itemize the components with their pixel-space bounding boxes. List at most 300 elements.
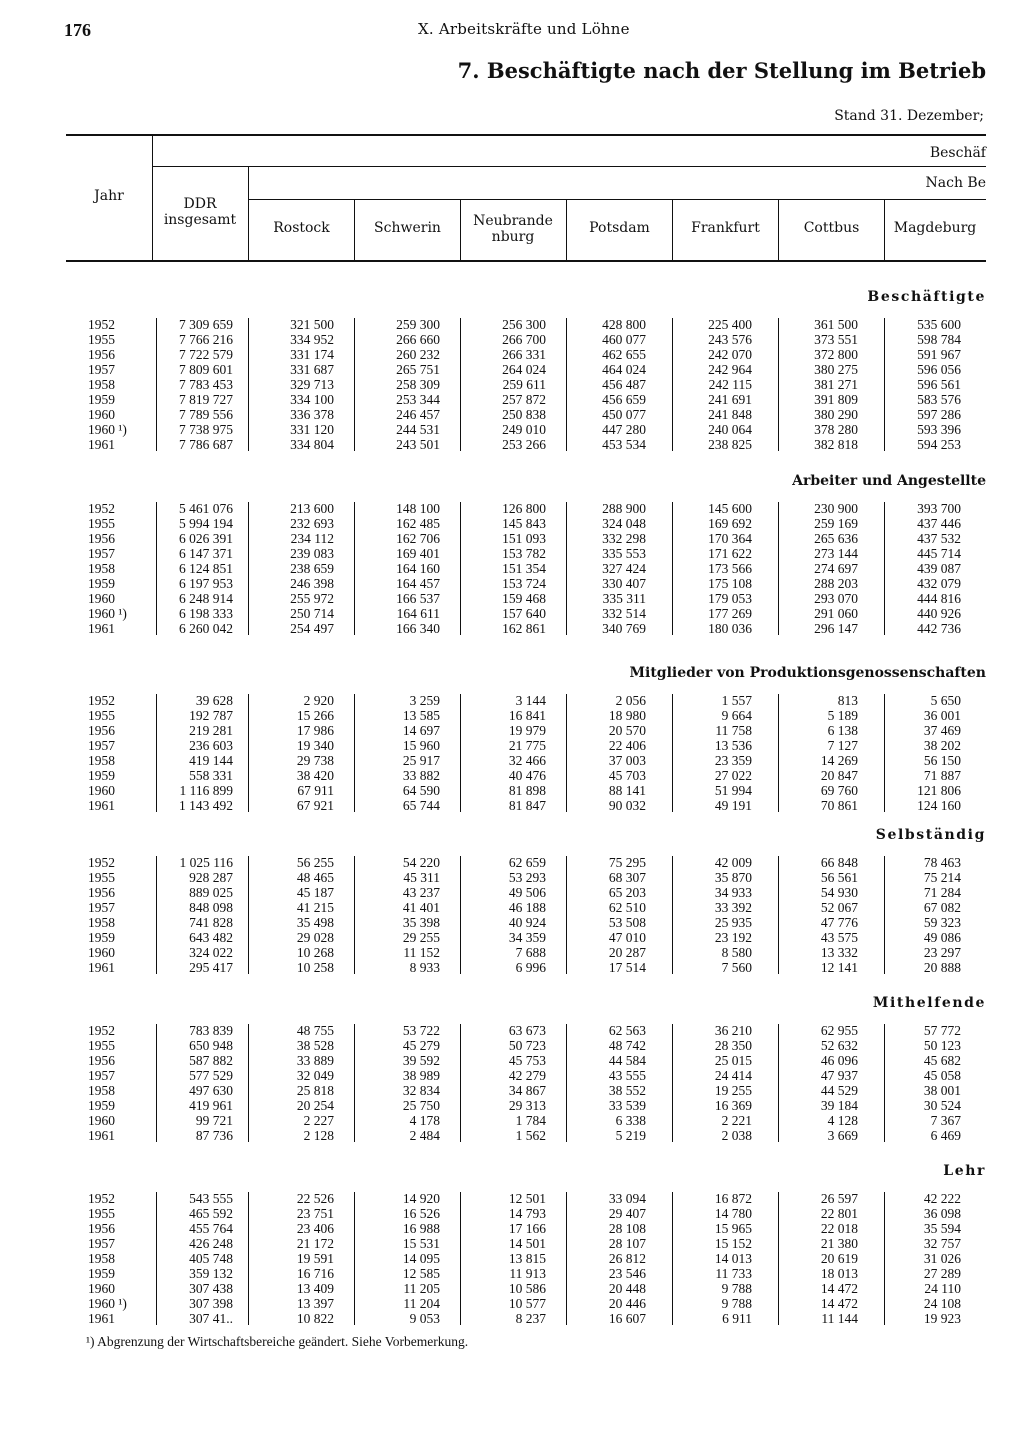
district-value-cell: 264 024: [502, 362, 546, 377]
district-value-cell: 18 013: [820, 1266, 858, 1281]
table-row: [0, 407, 1024, 422]
ddr-total-cell: 7 766 216: [179, 332, 233, 347]
ddr-total-cell: 7 309 659: [179, 317, 233, 332]
district-value-cell: 1 784: [515, 1113, 546, 1128]
district-value-cell: 8 237: [515, 1311, 546, 1326]
district-value-cell: 2 221: [721, 1113, 752, 1128]
district-value-cell: 153 782: [502, 546, 546, 561]
district-value-cell: 16 988: [402, 1221, 440, 1236]
table-row: [0, 1296, 1024, 1311]
ddr-total-cell: 295 417: [189, 960, 233, 975]
district-value-cell: 50 123: [923, 1038, 961, 1053]
district-value-cell: 56 561: [820, 870, 858, 885]
district-value-cell: 373 551: [814, 332, 858, 347]
district-value-cell: 591 967: [917, 347, 961, 362]
table-row: [0, 960, 1024, 975]
district-value-cell: 10 586: [508, 1281, 546, 1296]
district-value-cell: 296 147: [814, 621, 858, 636]
year-cell: 1961: [88, 437, 115, 452]
table-row: [0, 332, 1024, 347]
district-value-cell: 14 472: [820, 1296, 858, 1311]
ddr-total-cell: 7 786 687: [179, 437, 233, 452]
district-value-cell: 67 082: [923, 900, 961, 915]
district-value-cell: 33 882: [402, 768, 440, 783]
district-value-cell: 25 015: [714, 1053, 752, 1068]
ddr-total-cell: 889 025: [189, 885, 233, 900]
district-value-cell: 29 738: [296, 753, 334, 768]
district-value-cell: 23 546: [608, 1266, 646, 1281]
district-value-cell: 321 500: [290, 317, 334, 332]
district-value-cell: 159 468: [502, 591, 546, 606]
district-value-cell: 45 311: [403, 870, 440, 885]
district-value-cell: 334 100: [290, 392, 334, 407]
district-value-cell: 46 096: [820, 1053, 858, 1068]
district-value-cell: 66 848: [820, 855, 858, 870]
district-value-cell: 35 870: [714, 870, 752, 885]
table-row: [0, 621, 1024, 636]
column-header-district: Potsdam: [589, 220, 650, 236]
table-row: [0, 501, 1024, 516]
district-value-cell: 2 227: [303, 1113, 334, 1128]
district-value-cell: 151 093: [502, 531, 546, 546]
table-row: [0, 591, 1024, 606]
district-value-cell: 453 534: [602, 437, 646, 452]
district-value-cell: 598 784: [917, 332, 961, 347]
district-value-cell: 43 575: [820, 930, 858, 945]
district-value-cell: 460 077: [602, 332, 646, 347]
district-value-cell: 71 284: [923, 885, 961, 900]
district-value-cell: 121 806: [917, 783, 961, 798]
district-value-cell: 148 100: [396, 501, 440, 516]
district-value-cell: 225 400: [708, 317, 752, 332]
district-value-cell: 13 585: [402, 708, 440, 723]
district-value-cell: 361 500: [814, 317, 858, 332]
table-row: [0, 798, 1024, 813]
district-value-cell: 535 600: [917, 317, 961, 332]
ddr-total-cell: 6 198 333: [179, 606, 233, 621]
district-value-cell: 20 619: [820, 1251, 858, 1266]
ddr-total-cell: 419 961: [189, 1098, 233, 1113]
district-value-cell: 242 070: [708, 347, 752, 362]
district-value-cell: 27 289: [923, 1266, 961, 1281]
year-cell: 1956: [88, 347, 115, 362]
district-value-cell: 48 755: [296, 1023, 334, 1038]
table-row: [0, 1221, 1024, 1236]
header-divider: [248, 166, 249, 261]
table-row: [0, 855, 1024, 870]
ddr-total-cell: 1 025 116: [179, 855, 233, 870]
district-value-cell: 52 067: [820, 900, 858, 915]
district-value-cell: 253 344: [396, 392, 440, 407]
district-value-cell: 380 290: [814, 407, 858, 422]
table-row: [0, 1053, 1024, 1068]
year-cell: 1957: [88, 362, 115, 377]
district-value-cell: 6 996: [515, 960, 546, 975]
district-value-cell: 813: [837, 693, 858, 708]
table-row: [0, 708, 1024, 723]
district-value-cell: 59 323: [923, 915, 961, 930]
table-row: [0, 546, 1024, 561]
district-value-cell: 33 539: [608, 1098, 646, 1113]
district-value-cell: 38 989: [402, 1068, 440, 1083]
district-value-cell: 20 847: [820, 768, 858, 783]
district-value-cell: 164 611: [396, 606, 440, 621]
district-value-cell: 11 205: [403, 1281, 440, 1296]
table-row: [0, 362, 1024, 377]
year-cell: 1960 ¹): [88, 422, 127, 437]
district-value-cell: 335 553: [602, 546, 646, 561]
district-value-cell: 19 591: [296, 1251, 334, 1266]
district-value-cell: 42 222: [923, 1191, 961, 1206]
column-header-district: Rostock: [273, 220, 330, 236]
district-value-cell: 14 920: [402, 1191, 440, 1206]
district-value-cell: 50 723: [508, 1038, 546, 1053]
district-value-cell: 13 815: [508, 1251, 546, 1266]
district-value-cell: 381 271: [814, 377, 858, 392]
district-value-cell: 13 536: [714, 738, 752, 753]
ddr-total-cell: 783 839: [189, 1023, 233, 1038]
district-value-cell: 36 210: [714, 1023, 752, 1038]
district-value-cell: 14 501: [508, 1236, 546, 1251]
table-row: [0, 783, 1024, 798]
district-value-cell: 266 331: [502, 347, 546, 362]
ddr-total-cell: 405 748: [189, 1251, 233, 1266]
district-value-cell: 291 060: [814, 606, 858, 621]
year-cell: 1958: [88, 753, 115, 768]
table-title: 7. Beschäftigte nach der Stellung im Betrieb: [457, 58, 986, 83]
district-value-cell: 596 056: [917, 362, 961, 377]
district-value-cell: 243 501: [396, 437, 440, 452]
district-value-cell: 49 086: [923, 930, 961, 945]
district-value-cell: 56 150: [923, 753, 961, 768]
ddr-total-cell: 741 828: [189, 915, 233, 930]
year-cell: 1960 ¹): [88, 606, 127, 621]
section-title: Selbständig: [875, 827, 986, 843]
district-value-cell: 16 607: [608, 1311, 646, 1326]
table-row: [0, 1068, 1024, 1083]
ddr-total-cell: 359 132: [189, 1266, 233, 1281]
district-value-cell: 382 818: [814, 437, 858, 452]
district-value-cell: 153 724: [502, 576, 546, 591]
table-row: [0, 693, 1024, 708]
district-value-cell: 40 476: [508, 768, 546, 783]
district-value-cell: 2 038: [721, 1128, 752, 1143]
district-value-cell: 9 053: [409, 1311, 440, 1326]
district-value-cell: 464 024: [602, 362, 646, 377]
district-value-cell: 6 911: [722, 1311, 752, 1326]
ddr-total-cell: 87 736: [195, 1128, 233, 1143]
table-row: [0, 1236, 1024, 1251]
district-value-cell: 24 414: [714, 1068, 752, 1083]
ddr-total-cell: 558 331: [189, 768, 233, 783]
district-value-cell: 29 028: [296, 930, 334, 945]
year-cell: 1952: [88, 501, 115, 516]
district-value-cell: 25 818: [296, 1083, 334, 1098]
ddr-total-cell: 497 630: [189, 1083, 233, 1098]
table-row: [0, 561, 1024, 576]
district-value-cell: 246 398: [290, 576, 334, 591]
district-value-cell: 243 576: [708, 332, 752, 347]
district-value-cell: 4 178: [409, 1113, 440, 1128]
district-value-cell: 230 900: [814, 501, 858, 516]
district-value-cell: 6 469: [930, 1128, 961, 1143]
header-group-rule: [152, 166, 986, 167]
year-cell: 1956: [88, 885, 115, 900]
district-value-cell: 164 160: [396, 561, 440, 576]
year-cell: 1959: [88, 392, 115, 407]
column-header-year: Jahr: [94, 188, 124, 204]
district-value-cell: 10 258: [296, 960, 334, 975]
district-value-cell: 26 597: [820, 1191, 858, 1206]
district-value-cell: 38 001: [923, 1083, 961, 1098]
district-value-cell: 90 032: [608, 798, 646, 813]
district-value-cell: 47 776: [820, 915, 858, 930]
district-value-cell: 12 141: [820, 960, 858, 975]
district-value-cell: 33 392: [714, 900, 752, 915]
district-value-cell: 450 077: [602, 407, 646, 422]
district-value-cell: 23 751: [296, 1206, 334, 1221]
district-value-cell: 53 508: [608, 915, 646, 930]
year-cell: 1957: [88, 1236, 115, 1251]
district-value-cell: 23 297: [923, 945, 961, 960]
district-value-cell: 22 406: [608, 738, 646, 753]
district-value-cell: 32 049: [296, 1068, 334, 1083]
district-value-cell: 331 174: [290, 347, 334, 362]
district-value-cell: 213 600: [290, 501, 334, 516]
district-value-cell: 250 838: [502, 407, 546, 422]
district-value-cell: 166 537: [396, 591, 440, 606]
year-cell: 1955: [88, 870, 115, 885]
district-value-cell: 13 409: [296, 1281, 334, 1296]
district-value-cell: 32 757: [923, 1236, 961, 1251]
district-value-cell: 53 293: [508, 870, 546, 885]
district-value-cell: 37 469: [923, 723, 961, 738]
table-row: [0, 753, 1024, 768]
chapter-title: X. Arbeitskräfte und Löhne: [418, 20, 630, 38]
district-value-cell: 288 203: [814, 576, 858, 591]
district-value-cell: 257 872: [502, 392, 546, 407]
year-cell: 1958: [88, 1251, 115, 1266]
district-value-cell: 15 266: [296, 708, 334, 723]
district-value-cell: 145 843: [502, 516, 546, 531]
column-header-district: Cottbus: [803, 220, 860, 236]
year-cell: 1960: [88, 1113, 115, 1128]
district-value-cell: 164 457: [396, 576, 440, 591]
district-value-cell: 1 562: [515, 1128, 546, 1143]
district-value-cell: 33 889: [296, 1053, 334, 1068]
year-cell: 1960: [88, 783, 115, 798]
district-value-cell: 25 917: [402, 753, 440, 768]
district-value-cell: 324 048: [602, 516, 646, 531]
column-header-district: Schwerin: [374, 220, 441, 236]
district-value-cell: 44 529: [820, 1083, 858, 1098]
section-title: Arbeiter und Angestellte: [792, 473, 986, 489]
district-value-cell: 44 584: [608, 1053, 646, 1068]
district-value-cell: 9 788: [721, 1296, 752, 1311]
ddr-total-cell: 307 438: [189, 1281, 233, 1296]
district-value-cell: 53 722: [402, 1023, 440, 1038]
district-value-cell: 22 526: [296, 1191, 334, 1206]
district-value-cell: 25 935: [714, 915, 752, 930]
district-value-cell: 47 937: [820, 1068, 858, 1083]
district-value-cell: 36 001: [923, 708, 961, 723]
ddr-total-cell: 5 461 076: [179, 501, 233, 516]
district-value-cell: 34 867: [508, 1083, 546, 1098]
district-value-cell: 13 397: [296, 1296, 334, 1311]
district-value-cell: 62 955: [820, 1023, 858, 1038]
table-row: [0, 1038, 1024, 1053]
district-value-cell: 334 952: [290, 332, 334, 347]
district-value-cell: 169 692: [708, 516, 752, 531]
district-value-cell: 15 152: [714, 1236, 752, 1251]
district-value-cell: 11 758: [715, 723, 752, 738]
district-value-cell: 10 268: [296, 945, 334, 960]
ddr-total-cell: 7 738 975: [179, 422, 233, 437]
table-row: [0, 1191, 1024, 1206]
district-value-cell: 19 255: [714, 1083, 752, 1098]
district-value-cell: 173 566: [708, 561, 752, 576]
ddr-total-cell: 236 603: [189, 738, 233, 753]
district-value-cell: 14 697: [402, 723, 440, 738]
district-value-cell: 593 396: [917, 422, 961, 437]
table-row: [0, 1266, 1024, 1281]
year-cell: 1960 ¹): [88, 1296, 127, 1311]
table-row: [0, 1128, 1024, 1143]
district-value-cell: 88 141: [608, 783, 646, 798]
district-value-cell: 126 800: [502, 501, 546, 516]
ddr-total-cell: 5 994 194: [179, 516, 233, 531]
district-value-cell: 19 979: [508, 723, 546, 738]
year-cell: 1957: [88, 738, 115, 753]
district-value-cell: 45 187: [296, 885, 334, 900]
district-value-cell: 151 354: [502, 561, 546, 576]
district-value-cell: 22 801: [820, 1206, 858, 1221]
district-value-cell: 8 580: [721, 945, 752, 960]
district-value-cell: 329 713: [290, 377, 334, 392]
table-row: [0, 885, 1024, 900]
district-value-cell: 250 714: [290, 606, 334, 621]
district-value-cell: 31 026: [923, 1251, 961, 1266]
district-value-cell: 169 401: [396, 546, 440, 561]
table-row: [0, 768, 1024, 783]
district-value-cell: 234 112: [290, 531, 334, 546]
header-sub-rule: [248, 199, 986, 200]
district-value-cell: 38 552: [608, 1083, 646, 1098]
section-title: Beschäftigte: [867, 289, 986, 305]
district-value-cell: 29 407: [608, 1206, 646, 1221]
district-value-cell: 35 498: [296, 915, 334, 930]
district-value-cell: 3 669: [827, 1128, 858, 1143]
table-row: [0, 516, 1024, 531]
year-cell: 1961: [88, 960, 115, 975]
district-value-cell: 259 611: [502, 377, 546, 392]
district-value-cell: 23 406: [296, 1221, 334, 1236]
district-value-cell: 32 466: [508, 753, 546, 768]
year-cell: 1959: [88, 576, 115, 591]
district-value-cell: 8 933: [409, 960, 440, 975]
district-value-cell: 26 812: [608, 1251, 646, 1266]
district-value-cell: 14 472: [820, 1281, 858, 1296]
district-value-cell: 29 313: [508, 1098, 546, 1113]
district-value-cell: 45 058: [923, 1068, 961, 1083]
district-value-cell: 20 446: [608, 1296, 646, 1311]
district-value-cell: 62 563: [608, 1023, 646, 1038]
district-value-cell: 17 986: [296, 723, 334, 738]
district-value-cell: 11 204: [403, 1296, 440, 1311]
district-value-cell: 124 160: [917, 798, 961, 813]
district-value-cell: 57 772: [923, 1023, 961, 1038]
district-value-cell: 175 108: [708, 576, 752, 591]
district-value-cell: 2 484: [409, 1128, 440, 1143]
district-value-cell: 273 144: [814, 546, 858, 561]
district-value-cell: 380 275: [814, 362, 858, 377]
district-value-cell: 2 128: [303, 1128, 334, 1143]
ddr-total-cell: 643 482: [189, 930, 233, 945]
section-title: Mitglieder von Produktionsgenossenschaften: [629, 665, 986, 681]
column-header-district: Frankfurt: [691, 220, 760, 236]
district-value-cell: 179 053: [708, 591, 752, 606]
district-value-cell: 3 144: [515, 693, 546, 708]
year-cell: 1958: [88, 377, 115, 392]
district-value-cell: 437 532: [917, 531, 961, 546]
district-value-cell: 274 697: [814, 561, 858, 576]
district-value-cell: 162 861: [502, 621, 546, 636]
ddr-total-cell: 426 248: [189, 1236, 233, 1251]
ddr-total-cell: 6 026 391: [179, 531, 233, 546]
district-value-cell: 52 632: [820, 1038, 858, 1053]
district-value-cell: 246 457: [396, 407, 440, 422]
table-row: [0, 377, 1024, 392]
ddr-total-cell: 6 147 371: [179, 546, 233, 561]
district-value-cell: 43 555: [608, 1068, 646, 1083]
column-subgroup-title: Nach Be: [925, 175, 986, 191]
district-value-cell: 259 300: [396, 317, 440, 332]
header-divider: [152, 134, 153, 261]
district-value-cell: 32 834: [402, 1083, 440, 1098]
district-value-cell: 37 003: [608, 753, 646, 768]
district-value-cell: 1 557: [721, 693, 752, 708]
ddr-total-cell: 419 144: [189, 753, 233, 768]
district-value-cell: 10 577: [508, 1296, 546, 1311]
ddr-total-cell: 587 882: [189, 1053, 233, 1068]
year-cell: 1961: [88, 1311, 115, 1326]
header-top-rule: [66, 134, 986, 136]
district-value-cell: 327 424: [602, 561, 646, 576]
district-value-cell: 162 706: [396, 531, 440, 546]
district-value-cell: 27 022: [714, 768, 752, 783]
district-value-cell: 334 804: [290, 437, 334, 452]
district-value-cell: 171 622: [708, 546, 752, 561]
district-value-cell: 180 036: [708, 621, 752, 636]
year-cell: 1961: [88, 621, 115, 636]
district-value-cell: 157 640: [502, 606, 546, 621]
district-value-cell: 331 120: [290, 422, 334, 437]
district-value-cell: 442 736: [917, 621, 961, 636]
district-value-cell: 15 965: [714, 1221, 752, 1236]
district-value-cell: 15 960: [402, 738, 440, 753]
table-row: [0, 531, 1024, 546]
district-value-cell: 42 279: [508, 1068, 546, 1083]
year-cell: 1956: [88, 1221, 115, 1236]
district-value-cell: 5 219: [615, 1128, 646, 1143]
district-value-cell: 48 742: [608, 1038, 646, 1053]
district-value-cell: 28 107: [608, 1236, 646, 1251]
district-value-cell: 331 687: [290, 362, 334, 377]
district-value-cell: 20 287: [608, 945, 646, 960]
year-cell: 1952: [88, 317, 115, 332]
district-value-cell: 462 655: [602, 347, 646, 362]
year-cell: 1958: [88, 915, 115, 930]
